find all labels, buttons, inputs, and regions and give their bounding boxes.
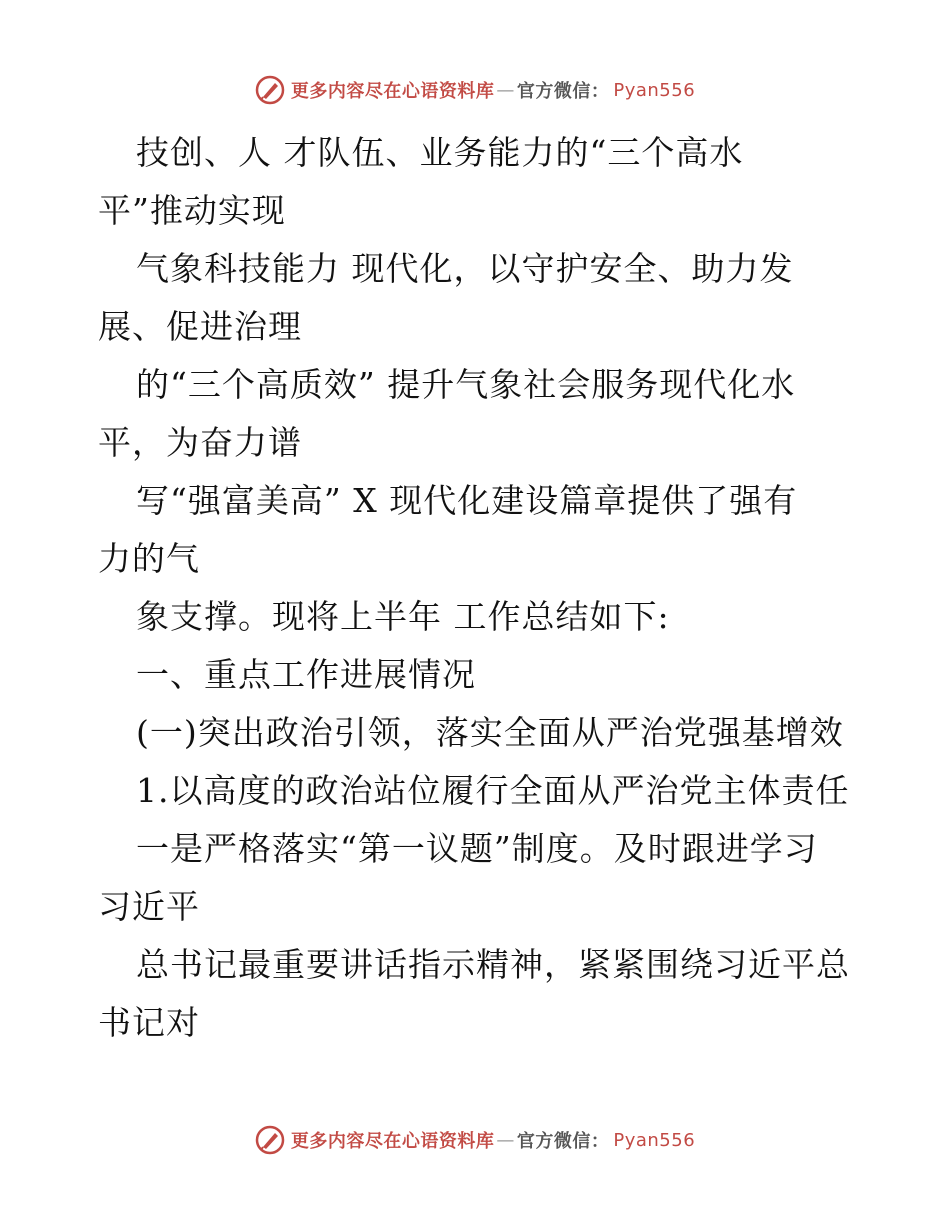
paragraph-line: 平，为奋力谱 xyxy=(98,423,302,462)
watermark-wechat-id: Pyan556 xyxy=(613,79,696,101)
header-watermark xyxy=(0,70,950,110)
watermark-brand-text: 更多内容尽在心语资料库 xyxy=(290,1131,495,1152)
paragraph-line: 技创、人 才队伍、业务能力的“三个高水 xyxy=(136,133,744,172)
watermark-brand-text: 更多内容尽在心语资料库 xyxy=(290,81,495,102)
watermark-wechat-id: Pyan556 xyxy=(613,1129,696,1151)
paragraph-line: 总书记最重要讲话指示精神，紧紧围绕习近平总 xyxy=(136,945,850,984)
numbered-item-heading: 1.以高度的政治站位履行全面从严治党主体责任 xyxy=(136,771,850,810)
paragraph-line: 象支撑。现将上半年 工作总结如下: xyxy=(136,597,670,636)
document-body xyxy=(98,124,858,1052)
watermark-separator: — xyxy=(496,79,515,101)
watermark-wechat-label: 官方微信： xyxy=(516,1131,610,1152)
quill-logo-icon xyxy=(255,75,285,105)
subsection-heading: (一)突出政治引领，落实全面从严治党强基增效 xyxy=(136,713,844,752)
watermark-wechat-label: 官方微信： xyxy=(516,81,610,102)
paragraph-line: 一是严格落实“第一议题”制度。及时跟进学习 xyxy=(136,829,818,868)
paragraph-line: 展、促进治理 xyxy=(98,307,302,346)
paragraph-line: 平”推动实现 xyxy=(98,191,286,230)
paragraph-line: 气象科技能力 现代化，以守护安全、助力发 xyxy=(136,249,794,288)
paragraph-line: 力的气 xyxy=(98,539,200,578)
footer-watermark xyxy=(0,1120,950,1160)
section-heading: 一、重点工作进展情况 xyxy=(136,655,476,694)
paragraph-line: 的“三个高质效” 提升气象社会服务现代化水 xyxy=(136,365,796,404)
paragraph-line: 习近平 xyxy=(98,887,200,926)
paragraph-line: 写“强富美高” X 现代化建设篇章提供了强有 xyxy=(136,481,798,520)
paragraph-line: 书记对 xyxy=(98,1003,200,1042)
watermark-separator: — xyxy=(496,1129,515,1151)
quill-logo-icon xyxy=(255,1125,285,1155)
